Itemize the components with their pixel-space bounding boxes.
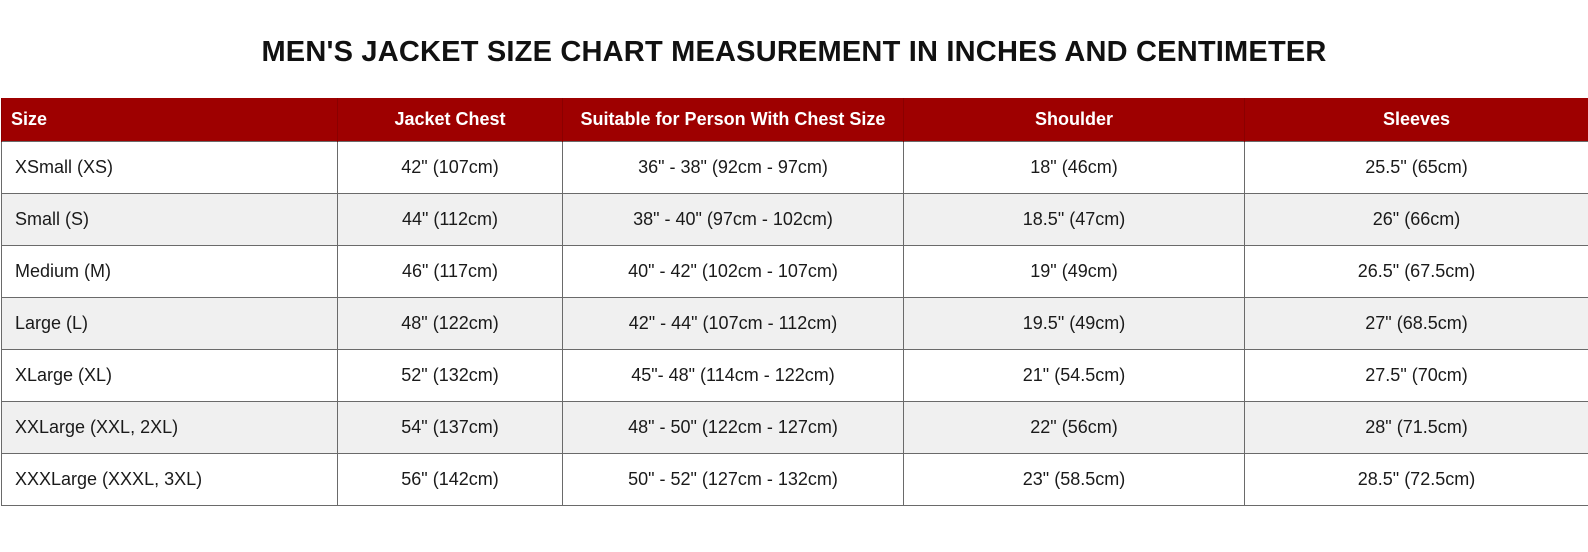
cell-sleeves: 26" (66cm)	[1245, 193, 1588, 245]
table-header	[2, 98, 1588, 141]
cell-shoulder: 19" (49cm)	[904, 245, 1245, 297]
cell-jacket-chest: 48" (122cm)	[338, 297, 563, 349]
cell-sleeves: 25.5" (65cm)	[1245, 141, 1588, 193]
page-title: MEN'S JACKET SIZE CHART MEASUREMENT IN INCHES AND CENTIMETER	[261, 36, 1327, 68]
cell-suitable-chest: 50" - 52" (127cm - 132cm)	[563, 453, 904, 505]
cell-sleeves: 26.5" (67.5cm)	[1245, 245, 1588, 297]
cell-shoulder: 21" (54.5cm)	[904, 349, 1245, 401]
table-row	[2, 141, 1588, 193]
cell-sleeves: 27.5" (70cm)	[1245, 349, 1588, 401]
table-row	[2, 453, 1588, 505]
cell-suitable-chest: 36" - 38" (92cm - 97cm)	[563, 141, 904, 193]
cell-jacket-chest: 42" (107cm)	[338, 141, 563, 193]
cell-shoulder: 18.5" (47cm)	[904, 193, 1245, 245]
header-row	[2, 98, 1588, 141]
cell-suitable-chest: 38" - 40" (97cm - 102cm)	[563, 193, 904, 245]
table-row	[2, 401, 1588, 453]
header-size: Size	[2, 98, 338, 141]
cell-jacket-chest: 52" (132cm)	[338, 349, 563, 401]
cell-size: Small (S)	[2, 193, 338, 245]
cell-sleeves: 27" (68.5cm)	[1245, 297, 1588, 349]
cell-sleeves: 28" (71.5cm)	[1245, 401, 1588, 453]
cell-size: XXXLarge (XXXL, 3XL)	[2, 453, 338, 505]
header-shoulder: Shoulder	[904, 98, 1245, 141]
cell-size: Large (L)	[2, 297, 338, 349]
cell-suitable-chest: 48" - 50" (122cm - 127cm)	[563, 401, 904, 453]
cell-size: XSmall (XS)	[2, 141, 338, 193]
table-row	[2, 297, 1588, 349]
cell-jacket-chest: 44" (112cm)	[338, 193, 563, 245]
cell-jacket-chest: 46" (117cm)	[338, 245, 563, 297]
cell-shoulder: 19.5" (49cm)	[904, 297, 1245, 349]
table-row	[2, 245, 1588, 297]
cell-suitable-chest: 40" - 42" (102cm - 107cm)	[563, 245, 904, 297]
header-jacket-chest: Jacket Chest	[338, 98, 563, 141]
cell-sleeves: 28.5" (72.5cm)	[1245, 453, 1588, 505]
cell-jacket-chest: 54" (137cm)	[338, 401, 563, 453]
cell-size: Medium (M)	[2, 245, 338, 297]
cell-suitable-chest: 45"- 48" (114cm - 122cm)	[563, 349, 904, 401]
cell-size: XLarge (XL)	[2, 349, 338, 401]
size-chart-table	[1, 98, 1588, 506]
header-sleeves: Sleeves	[1245, 98, 1588, 141]
table-row	[2, 349, 1588, 401]
header-suitable-chest: Suitable for Person With Chest Size	[563, 98, 904, 141]
cell-jacket-chest: 56" (142cm)	[338, 453, 563, 505]
table-row	[2, 193, 1588, 245]
cell-shoulder: 18" (46cm)	[904, 141, 1245, 193]
cell-shoulder: 22" (56cm)	[904, 401, 1245, 453]
cell-suitable-chest: 42" - 44" (107cm - 112cm)	[563, 297, 904, 349]
cell-size: XXLarge (XXL, 2XL)	[2, 401, 338, 453]
cell-shoulder: 23" (58.5cm)	[904, 453, 1245, 505]
table-body	[2, 141, 1588, 505]
